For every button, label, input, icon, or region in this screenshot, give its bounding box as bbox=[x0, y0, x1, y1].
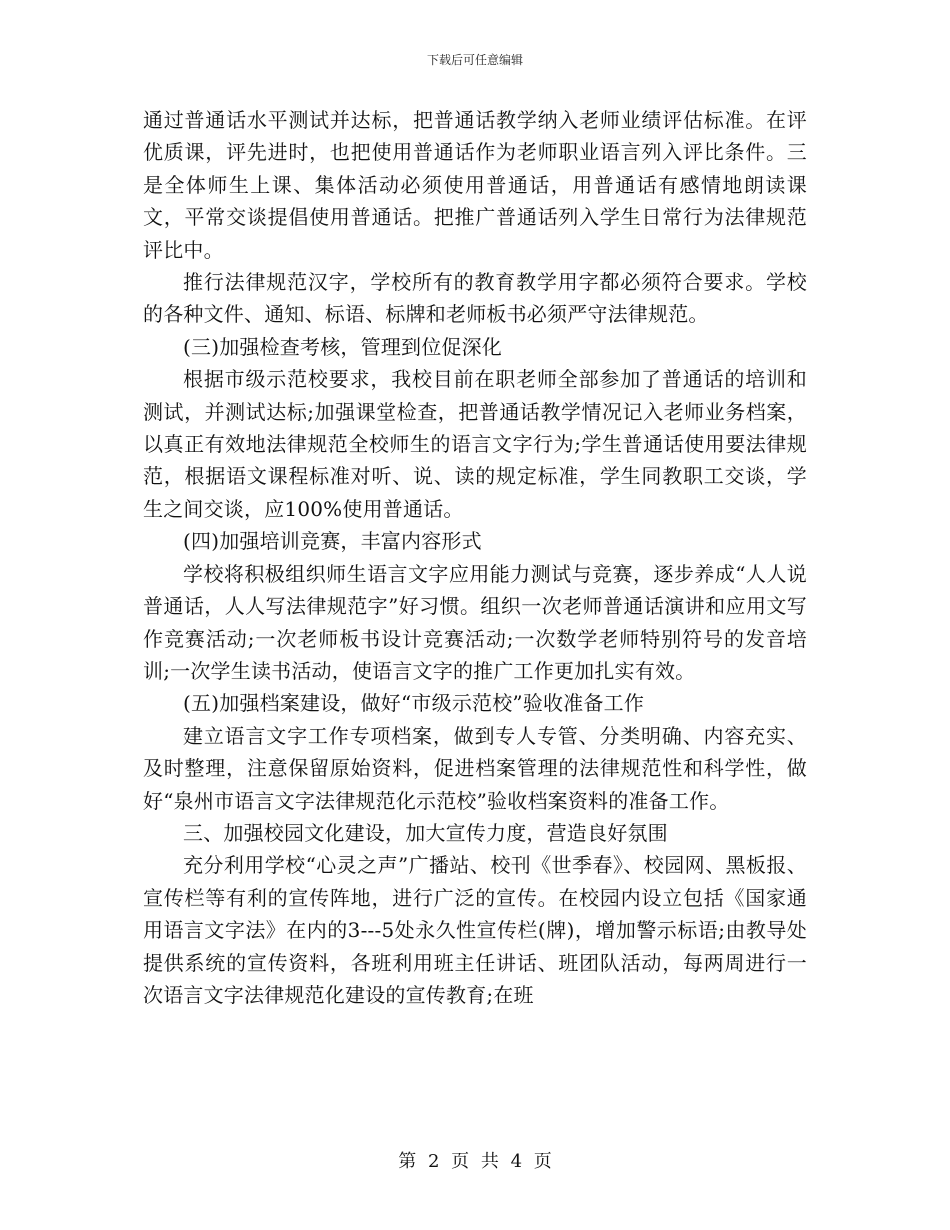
paragraph-1: 通过普通话水平测试并达标，把普通话教学纳入老师业绩评估标准。在评优质课，评先进时，也把使用普通话作为老师职业语言列入评比条件。三是全体师生上课、集体活动必须使用普通话，用普通话有感情地朗读课文，平常交谈提倡使用普通话。把推广普通话列入学生日常行为法律规范评比中。 bbox=[143, 108, 807, 262]
section-heading-4: (四)加强培训竞赛，丰富内容形式 bbox=[183, 529, 482, 554]
document-body bbox=[143, 104, 807, 1011]
paragraph-2: 推行法律规范汉字，学校所有的教育教学用字都必须符合要求。学校的各种文件、通知、标语、标牌和老师板书必须严守法律规范。 bbox=[143, 270, 807, 327]
paragraph-4: 根据市级示范校要求，我校目前在职老师全部参加了普通话的培训和测试，并测试达标;加强课堂检查，把普通话教学情况记入老师业务档案，以真正有效地法律规范全校师生的语言文字行为;学生普通话使用要法律规范，根据语文课程标准对听、说、读的规定标准，学生同教职工交谈，学生之间交谈，应100%使用普通话。 bbox=[143, 367, 807, 521]
paragraph-8: 建立语言文字工作专项档案，做到专人专管、分类明确、内容充实、及时整理，注意保留原始资料，促进档案管理的法律规范性和科学性，做好“泉州市语言文字法律规范化示范校”验收档案资料的准备工作。 bbox=[143, 723, 807, 813]
section-heading-5: (五)加强档案建设，做好“市级示范校”验收准备工作 bbox=[183, 691, 645, 716]
page-header: 下载后可任意编辑 bbox=[426, 53, 523, 67]
page-footer: 第 2 页 共 4 页 bbox=[398, 1151, 552, 1172]
section-heading-3: (三)加强检查考核，管理到位促深化 bbox=[183, 334, 503, 359]
paragraph-10: 充分利用学校“心灵之声”广播站、校刊《世季春》、校园网、黑板报、宣传栏等有利的宣传阵地，进行广泛的宣传。在校园内设立包括《国家通用语言文字法》在内的3---5处永久性宣传栏(牌)，增加警示标语;由教导处提供系统的宣传资料，各班利用班主任讲话、班团队活动，每两周进行一次语言文字法律规范化建设的宣传教育;在班 bbox=[143, 853, 807, 1007]
section-heading-three: 三、加强校园文化建设，加大宣传力度，营造良好氛围 bbox=[183, 820, 668, 845]
paragraph-6: 学校将积极组织师生语言文字应用能力测试与竞赛，逐步养成“人人说普通话，人人写法律规范字”好习惯。组织一次老师普通话演讲和应用文写作竞赛活动;一次老师板书设计竞赛活动;一次数学老师特别符号的发音培训;一次学生读书活动，使语言文字的推广工作更加扎实有效。 bbox=[143, 561, 807, 683]
